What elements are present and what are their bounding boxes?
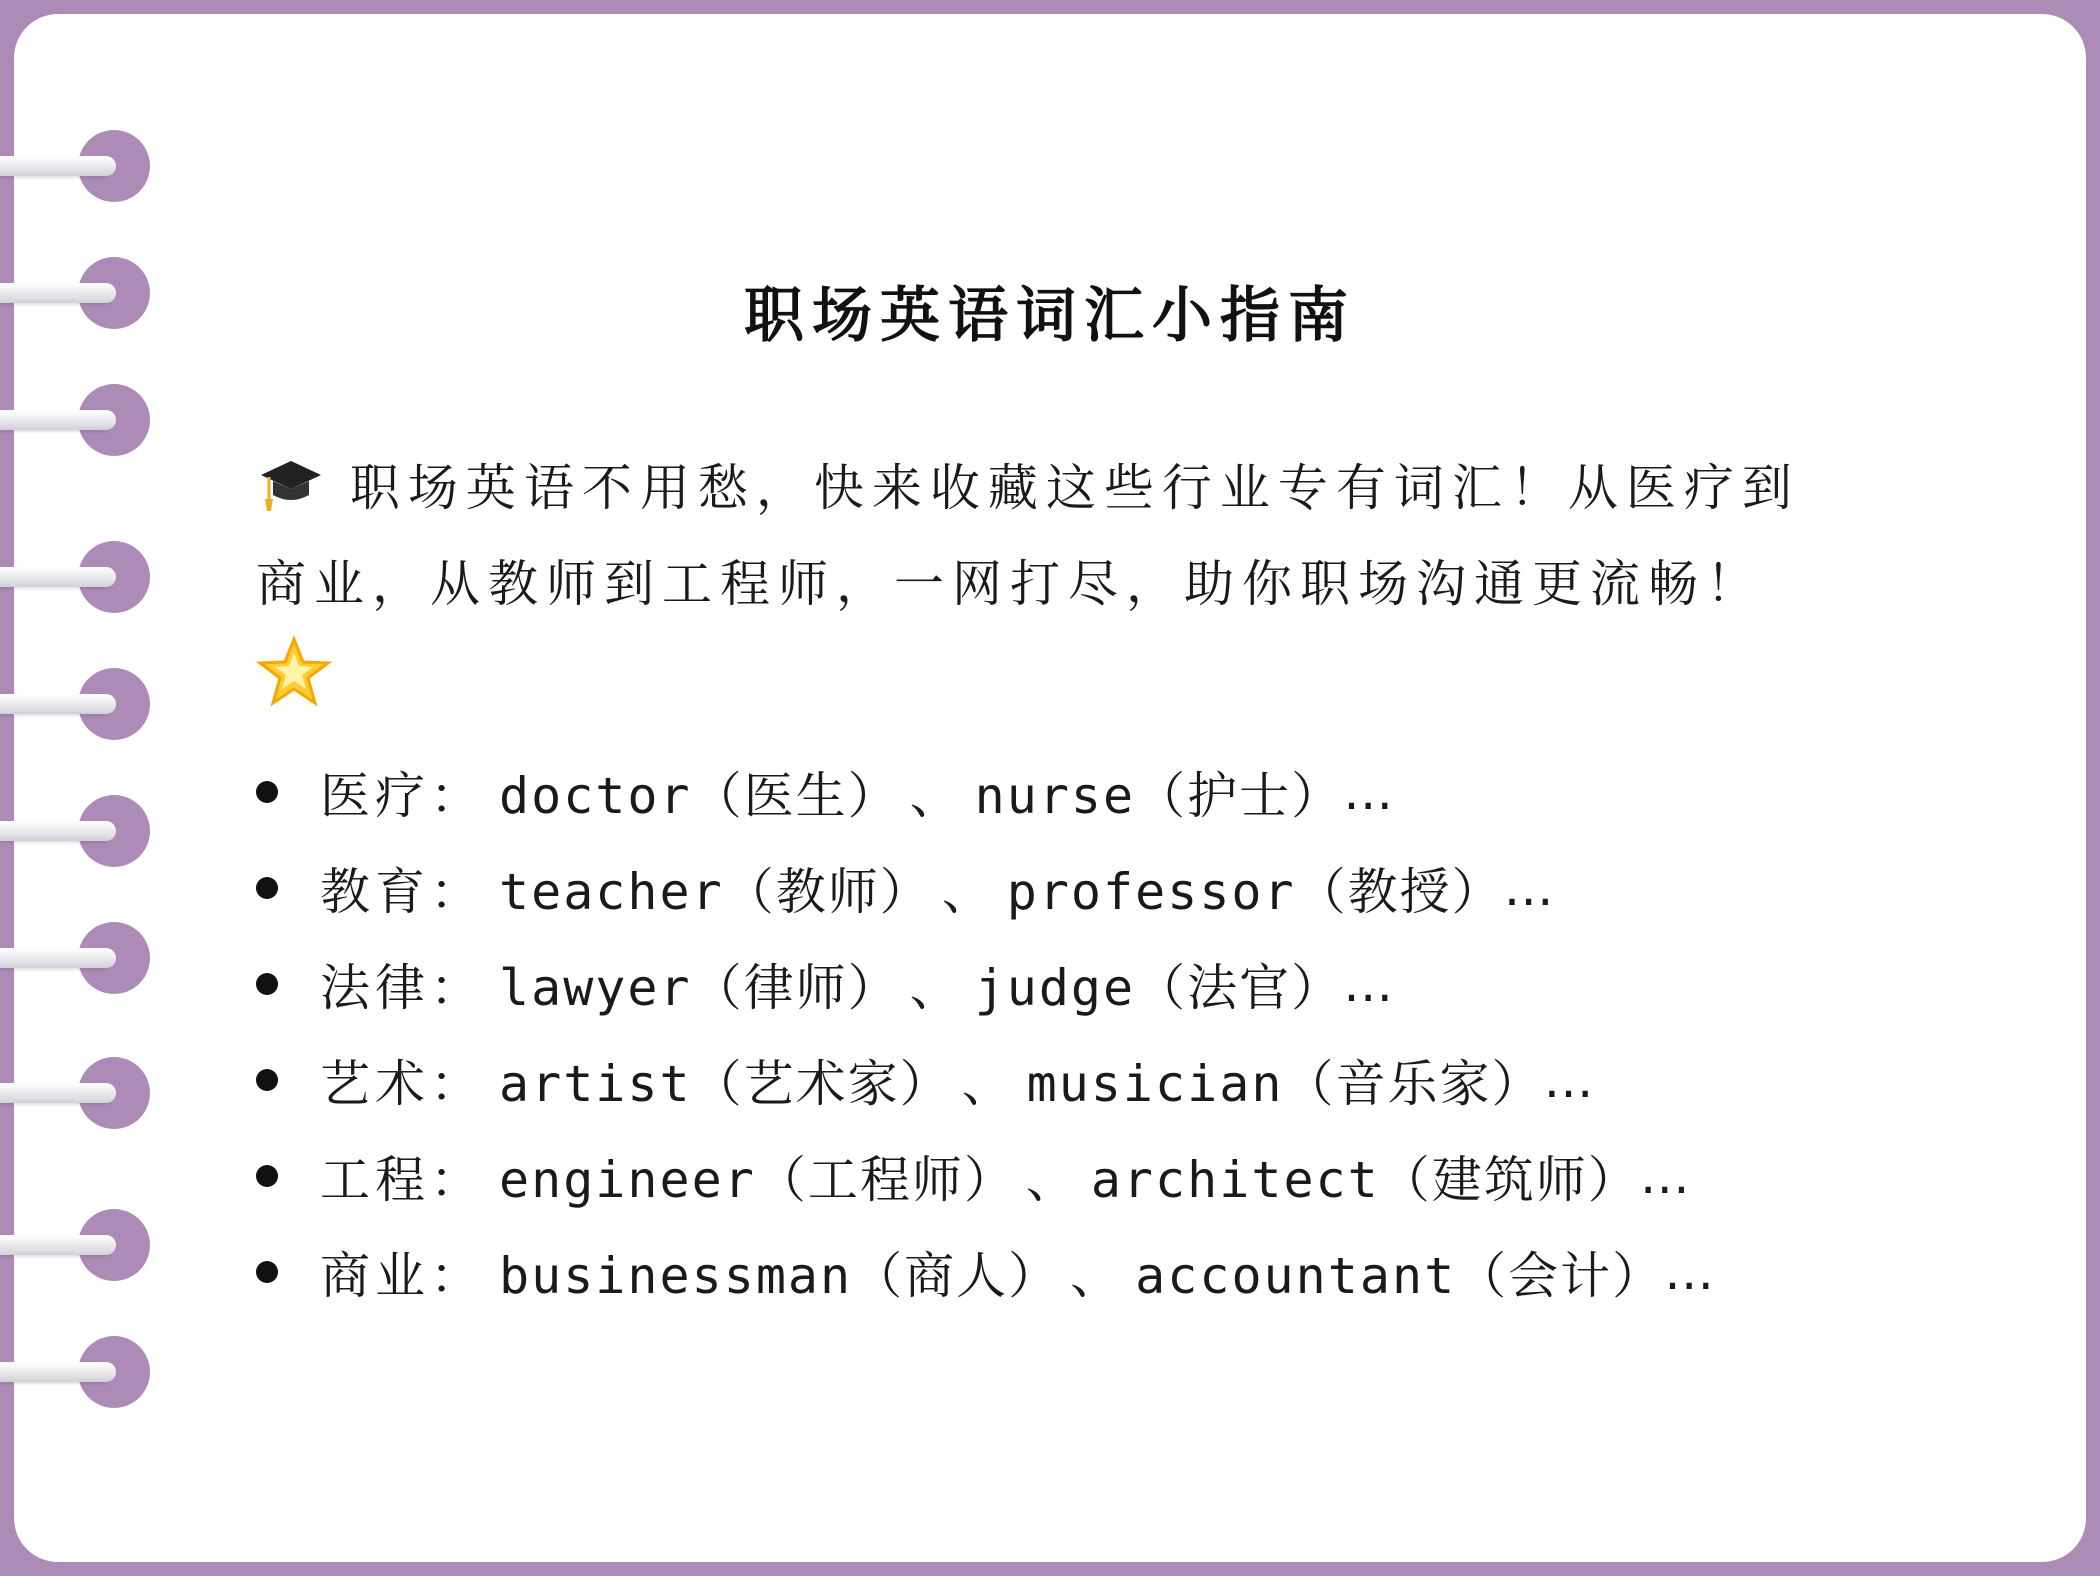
binding-ring	[0, 537, 170, 617]
field-label: 艺术：	[320, 1055, 485, 1113]
binding-ring	[0, 791, 170, 871]
field-label: 商业：	[320, 1247, 485, 1305]
list-item	[256, 840, 1956, 936]
separator: 、	[909, 767, 965, 825]
binding-ring	[0, 664, 170, 744]
vocab-term: architect（建筑师）	[1090, 1151, 1640, 1209]
binding-ring	[0, 1332, 170, 1412]
vocab-term: judge（法官）	[974, 959, 1344, 1017]
graduation-cap-icon	[256, 440, 326, 536]
separator: 、	[961, 1055, 1017, 1113]
ellipsis: …	[1639, 1147, 1695, 1205]
bullet-icon	[256, 1261, 278, 1283]
bullet-icon	[256, 973, 278, 995]
bullet-icon	[256, 1165, 278, 1187]
bullet-icon	[256, 781, 278, 803]
separator: 、	[1025, 1151, 1081, 1209]
binding-ring	[0, 126, 170, 206]
page-title: 职场英语词汇小指南	[744, 281, 1356, 351]
vocabulary-list	[256, 744, 1956, 1320]
vocab-term: professor（教授）	[1006, 863, 1504, 921]
spiral-binding	[0, 0, 170, 1576]
list-item	[256, 744, 1956, 840]
intro-text: 职场英语不用愁，快来收藏这些行业专有词汇！从医疗到商业，从教师到工程师，一网打尽，助你职场沟通更流畅！	[256, 459, 1800, 613]
binding-ring	[0, 1053, 170, 1133]
list-item	[256, 1032, 1956, 1128]
ellipsis: …	[1343, 955, 1399, 1013]
ellipsis: …	[1343, 763, 1399, 821]
separator: 、	[1070, 1247, 1126, 1305]
vocab-term: engineer（工程师）	[499, 1151, 1016, 1209]
vocab-term: accountant（会计）	[1135, 1247, 1665, 1305]
list-item	[256, 1128, 1956, 1224]
field-label: 教育：	[320, 863, 485, 921]
field-label: 医疗：	[320, 767, 485, 825]
separator: 、	[909, 959, 965, 1017]
vocab-term: businessman（商人）	[499, 1247, 1061, 1305]
vocab-term: lawyer（律师）	[499, 959, 900, 1017]
ellipsis: …	[1503, 859, 1559, 917]
ellipsis: …	[1543, 1051, 1599, 1109]
intro-paragraph	[256, 440, 1856, 728]
glowing-star-icon	[256, 632, 326, 728]
binding-ring	[0, 918, 170, 998]
binding-ring	[0, 1205, 170, 1285]
list-item	[256, 1224, 1956, 1320]
vocab-term: musician（音乐家）	[1026, 1055, 1544, 1113]
vocab-term: doctor（医生）	[499, 767, 900, 825]
ellipsis: …	[1664, 1243, 1720, 1301]
field-label: 工程：	[320, 1151, 485, 1209]
vocab-term: nurse（护士）	[974, 767, 1344, 825]
vocab-term: artist（艺术家）	[499, 1055, 952, 1113]
field-label: 法律：	[320, 959, 485, 1017]
binding-ring	[0, 380, 170, 460]
list-item	[256, 936, 1956, 1032]
bullet-icon	[256, 1069, 278, 1091]
bullet-icon	[256, 877, 278, 899]
separator: 、	[941, 863, 997, 921]
vocab-term: teacher（教师）	[499, 863, 932, 921]
